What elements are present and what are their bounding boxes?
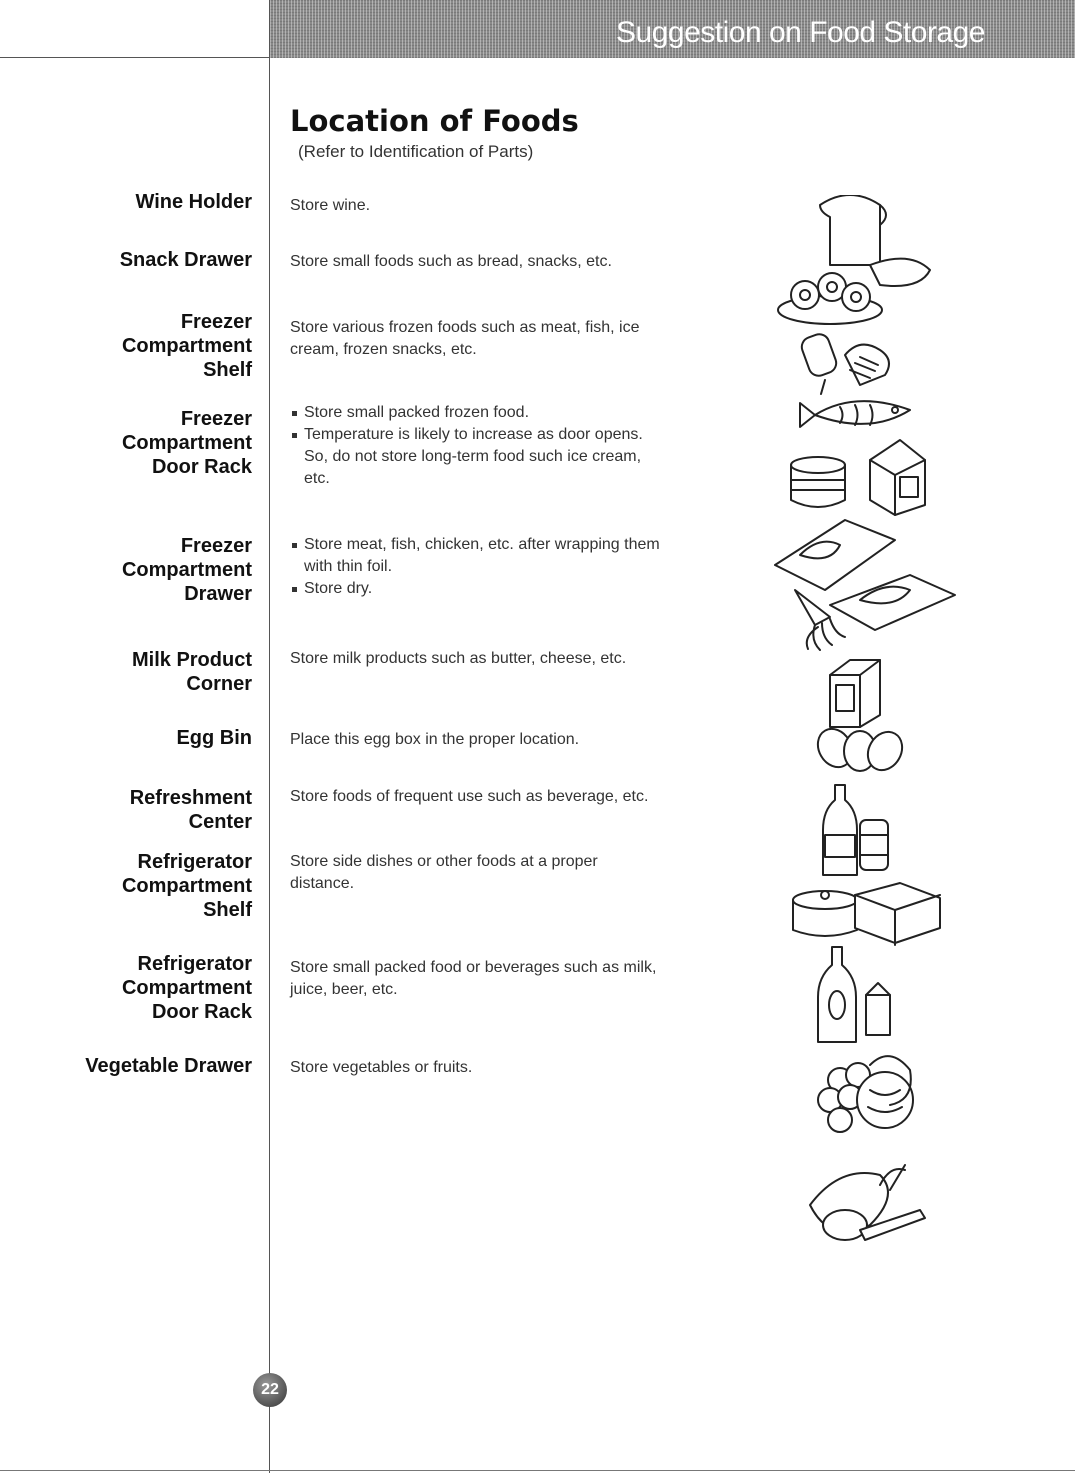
- bullet-item: Temperature is likely to increase as door opens. So, do not store long-term food such ice cream, etc.: [290, 424, 660, 490]
- desc-fridge-door-rack: Store small packed food or beverages such as milk, juice, beer, etc.: [290, 959, 657, 998]
- page-subtitle: (Refer to Identification of Parts): [298, 142, 534, 161]
- desc-egg-bin: Place this egg box in the proper location.: [290, 731, 580, 748]
- fish-icon: [800, 401, 910, 427]
- label-fridge-shelf: Refrigerator Compartment Shelf: [121, 851, 252, 921]
- label-refreshment-center: Refreshment Center: [129, 787, 252, 833]
- donut-plate-icon: [778, 259, 930, 324]
- food-container-icon: [793, 883, 940, 945]
- cheese-box-icon: [830, 660, 880, 727]
- desc-freezer-shelf: Store various frozen foods such as meat, fish, ice cream, frozen snacks, etc.: [290, 319, 640, 358]
- fruits-icon: [818, 1056, 913, 1132]
- vegetables-icon: [810, 1165, 925, 1240]
- label-snack-drawer: Snack Drawer: [119, 249, 252, 271]
- desc-snack-drawer: Store small foods such as bread, snacks, etc.: [290, 253, 612, 270]
- desc-milk-product-corner: Store milk products such as butter, cheese, etc.: [290, 650, 627, 667]
- desc-vegetable-drawer: Store vegetables or fruits.: [290, 1059, 473, 1076]
- squid-icon: [795, 590, 845, 650]
- bread-icon: [820, 195, 886, 265]
- desc-freezer-drawer: [290, 534, 660, 600]
- beverage-icon: [823, 785, 888, 875]
- label-wine-holder: Wine Holder: [135, 191, 252, 213]
- page-number-badge: 22: [253, 1373, 287, 1407]
- label-egg-bin: Egg Bin: [176, 727, 252, 749]
- bullet-item: Store dry.: [290, 578, 660, 600]
- eggs-icon: [811, 723, 909, 777]
- label-freezer-drawer: Freezer Compartment Drawer: [121, 535, 252, 605]
- label-milk-product-corner: Milk Product Corner: [131, 649, 252, 695]
- bottom-divider: [0, 1470, 1075, 1471]
- ice-cream-icon: [799, 331, 889, 394]
- label-fridge-door-rack: Refrigerator Compartment Door Rack: [121, 953, 252, 1023]
- banner-title: Suggestion on Food Storage: [616, 16, 985, 49]
- desc-freezer-door-rack: [290, 402, 660, 490]
- header-banner: [270, 0, 1075, 58]
- desc-refreshment-center: Store foods of frequent use such as beverage, etc.: [290, 788, 649, 805]
- food-box-icon: [870, 440, 925, 515]
- label-freezer-door-rack: Freezer Compartment Door Rack: [121, 408, 252, 478]
- bullet-item: Store small packed frozen food.: [290, 402, 660, 424]
- milk-carton-icon: [818, 947, 890, 1042]
- label-freezer-shelf: Freezer Compartment Shelf: [121, 311, 252, 381]
- food-illustrations: [760, 195, 970, 1255]
- desc-fridge-shelf: Store side dishes or other foods at a proper distance.: [290, 853, 598, 892]
- top-divider: [0, 57, 270, 58]
- food-can-icon: [791, 457, 845, 507]
- label-vegetable-drawer: Vegetable Drawer: [85, 1055, 252, 1077]
- desc-wine-holder: Store wine.: [290, 197, 371, 214]
- page-title: Location of Foods: [290, 104, 579, 138]
- bullet-item: Store meat, fish, chicken, etc. after wrapping them with thin foil.: [290, 534, 660, 578]
- wrapped-meat-icon: [775, 520, 955, 630]
- vertical-divider: [269, 0, 270, 1473]
